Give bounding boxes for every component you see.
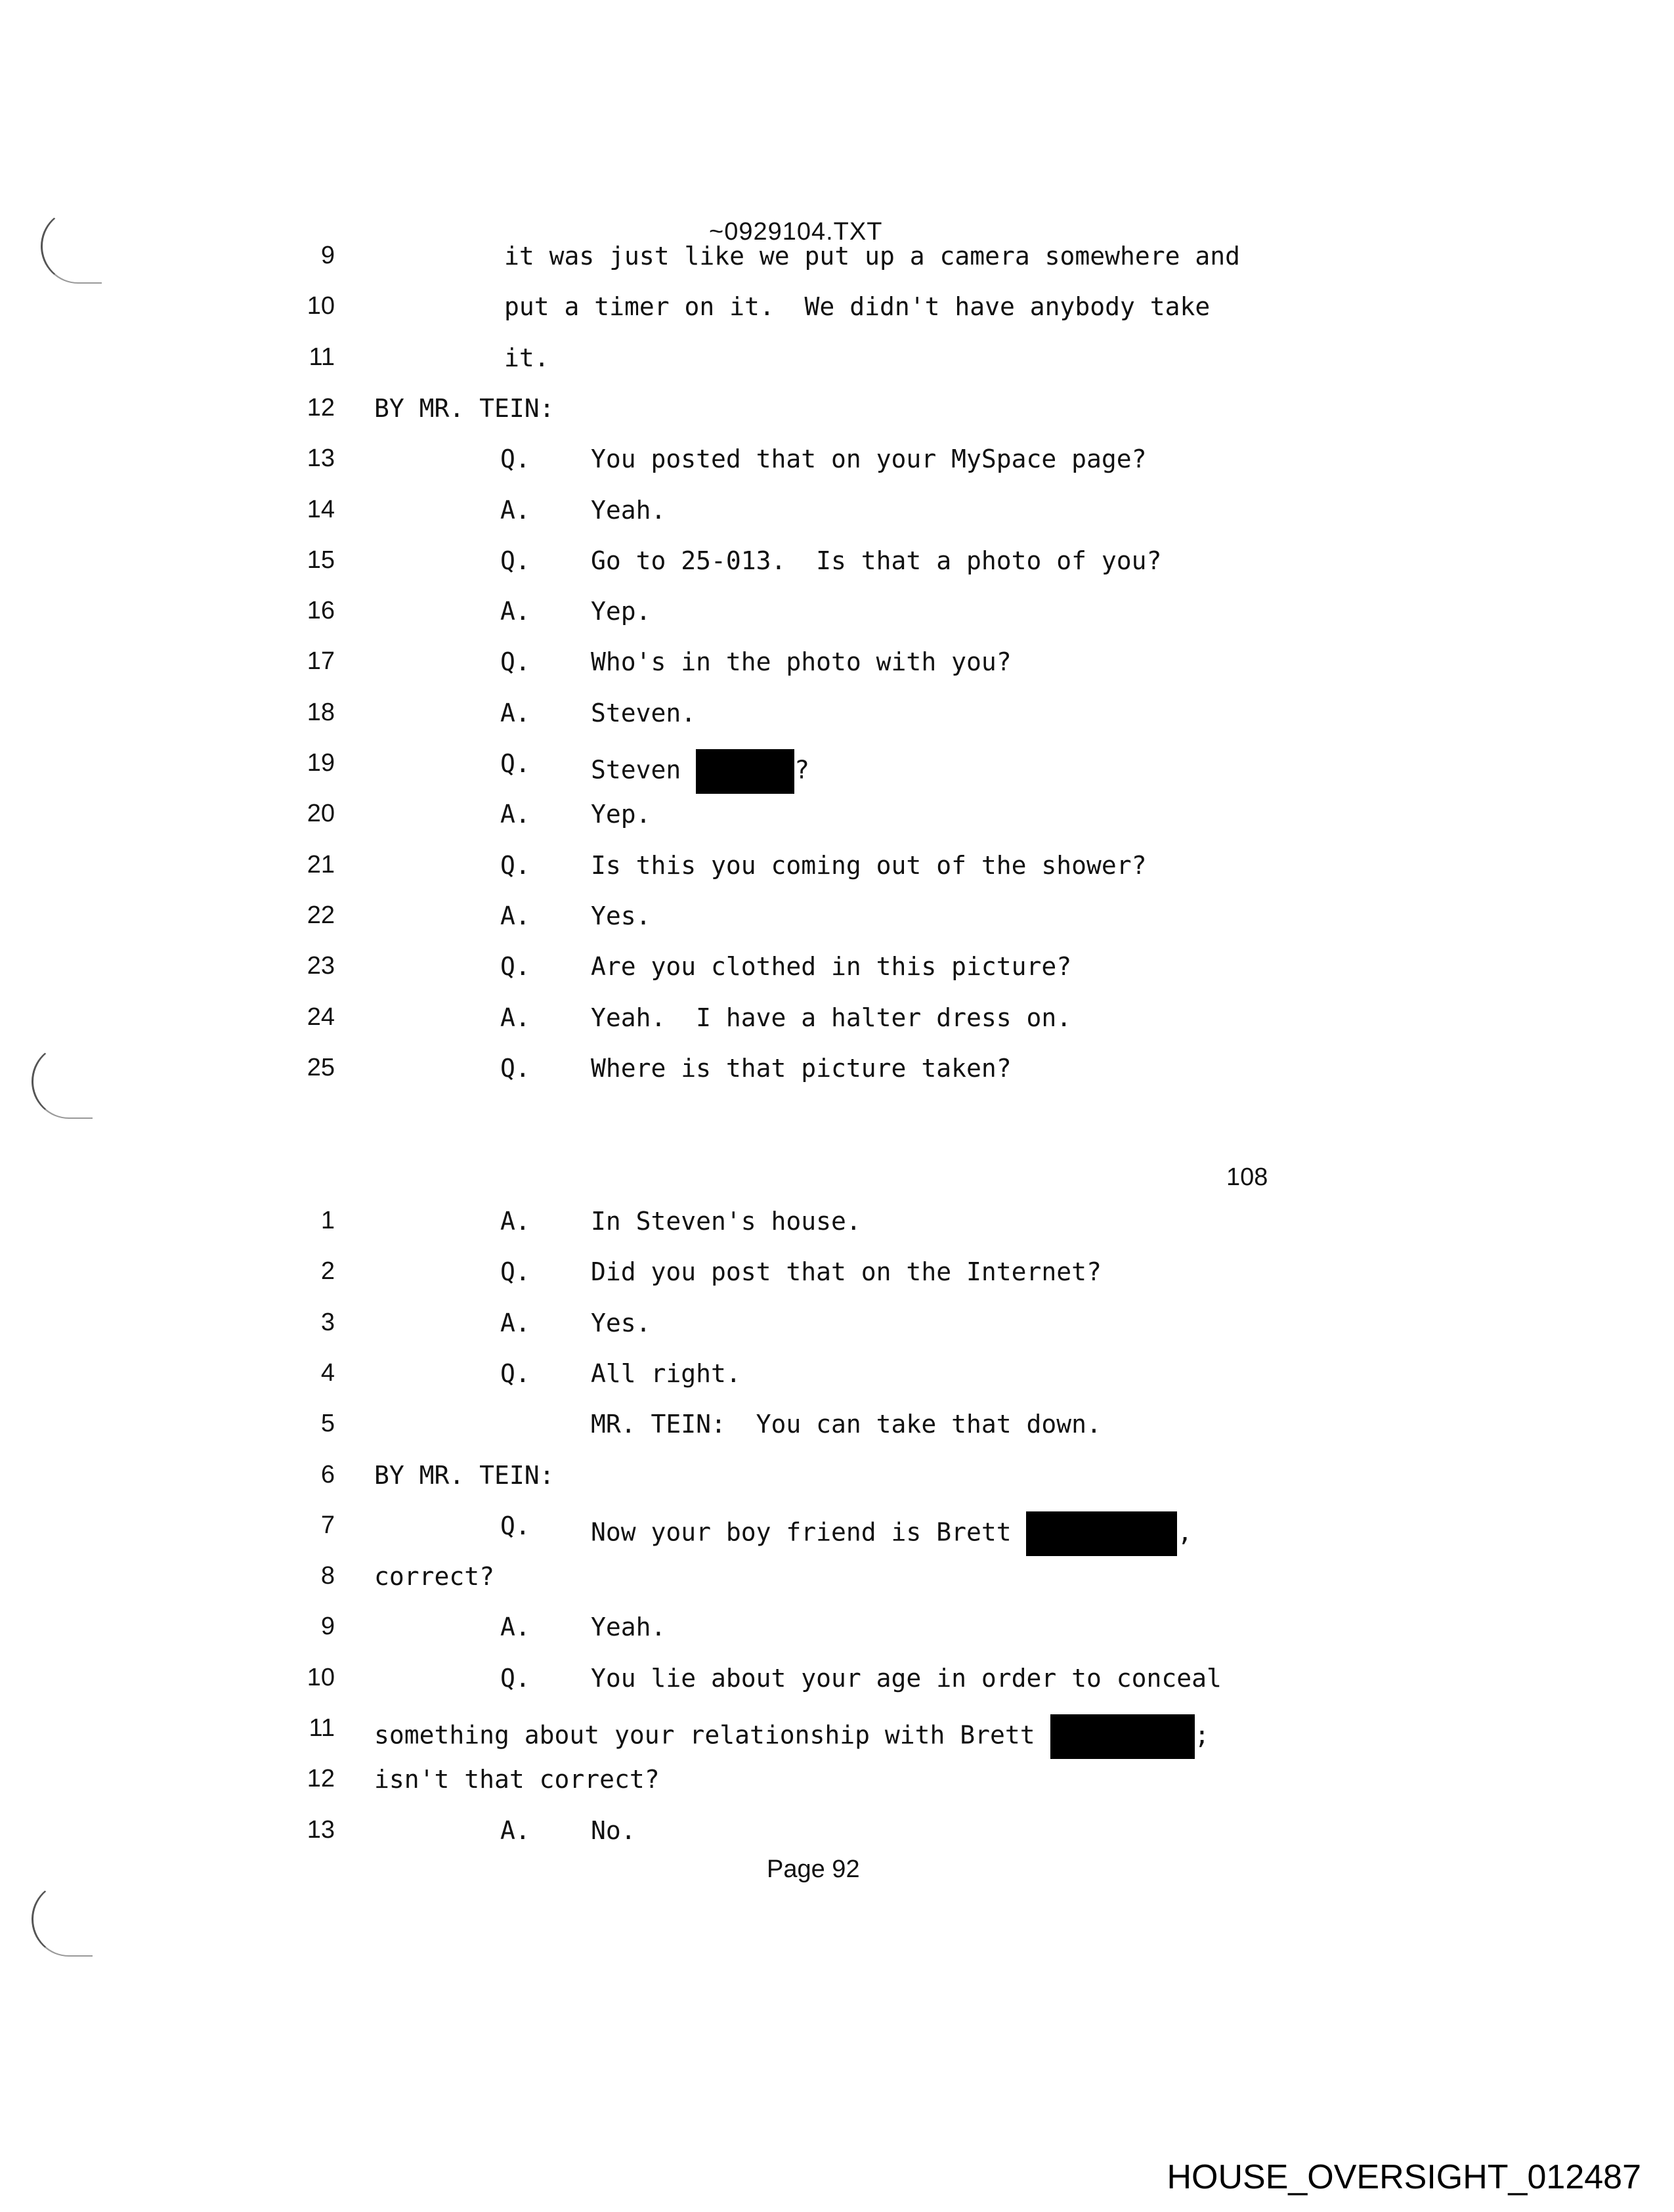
- line-number: 24: [307, 1003, 335, 1031]
- line-text: [504, 242, 1240, 271]
- text-fragment: Yeah. I have a halter dress on.: [591, 1003, 1072, 1032]
- line-text: [591, 1257, 1102, 1286]
- line-number: 17: [307, 647, 335, 676]
- redaction-block: [1026, 1511, 1177, 1556]
- line-number: 11: [309, 343, 335, 371]
- transcript-line: [0, 749, 1674, 796]
- transcript-line: [0, 1207, 1674, 1254]
- page-label: Page 92: [767, 1855, 860, 1883]
- text-fragment: Did you post that on the Internet?: [591, 1257, 1102, 1287]
- transcript-line: [0, 952, 1674, 999]
- punch-hole-bottom: [32, 1882, 93, 1957]
- transcript-line: [0, 1765, 1674, 1812]
- transcript-line: [0, 1714, 1674, 1762]
- line-text: [591, 1613, 666, 1641]
- qa-marker: Q.: [500, 850, 530, 880]
- line-text: [591, 800, 651, 829]
- line-text: [591, 496, 666, 525]
- line-number: 3: [320, 1308, 335, 1336]
- transcript-line: [0, 242, 1674, 289]
- line-text: [591, 1816, 636, 1845]
- text-fragment: correct?: [374, 1562, 495, 1592]
- transcript-line: [0, 1003, 1674, 1051]
- text-fragment: Steven: [591, 755, 697, 785]
- qa-marker: A.: [500, 901, 530, 930]
- line-number: 10: [307, 1663, 335, 1691]
- line-number: 19: [307, 749, 335, 777]
- text-fragment: ;: [1194, 1720, 1210, 1750]
- transcript-line: [0, 1054, 1674, 1101]
- text-fragment: it was just like we put up a camera somewhere and: [504, 242, 1241, 271]
- transcript-line: [0, 496, 1674, 543]
- line-number: 11: [309, 1714, 335, 1742]
- transcript-line: [0, 647, 1674, 695]
- line-number: 9: [320, 242, 335, 269]
- line-number: 9: [320, 1613, 335, 1641]
- line-text: [591, 1511, 1192, 1556]
- line-number: 18: [307, 698, 335, 726]
- transcript-line: [0, 851, 1674, 898]
- text-fragment: BY MR. TEIN:: [374, 1460, 555, 1490]
- transcript-line: [0, 901, 1674, 949]
- transcript-line: [0, 394, 1674, 441]
- text-fragment: BY MR. TEIN:: [374, 393, 555, 423]
- line-number: 13: [307, 445, 335, 473]
- line-text: [591, 1664, 1222, 1693]
- qa-marker: Q.: [500, 445, 530, 474]
- transcript-line: [0, 1410, 1674, 1457]
- line-text: [591, 901, 651, 930]
- transcript-line: [0, 1664, 1674, 1711]
- text-fragment: In Steven's house.: [591, 1207, 861, 1236]
- text-fragment: Yes.: [591, 1308, 651, 1337]
- qa-marker: Q.: [500, 952, 530, 982]
- transcript-line: [0, 1461, 1674, 1508]
- text-fragment: Is this you coming out of the shower?: [591, 850, 1147, 880]
- line-number: 20: [307, 800, 335, 828]
- file-header: ~0929104.TXT: [709, 218, 883, 246]
- redaction-block: [696, 749, 794, 794]
- line-number: 6: [320, 1460, 335, 1488]
- line-number: 23: [307, 952, 335, 980]
- line-text: [591, 647, 1012, 676]
- line-text: [591, 445, 1146, 473]
- text-fragment: You posted that on your MySpace page?: [591, 445, 1147, 474]
- line-number: 12: [307, 1765, 335, 1793]
- qa-marker: Q.: [500, 1511, 530, 1540]
- transcript-line: [0, 445, 1674, 492]
- qa-marker: Q.: [500, 1257, 530, 1287]
- text-fragment: Steven.: [591, 698, 697, 727]
- line-text: [374, 1461, 555, 1490]
- line-number: 2: [320, 1257, 335, 1286]
- text-fragment: Now your boy friend is Brett: [591, 1517, 1027, 1547]
- line-number: 5: [320, 1410, 335, 1438]
- transcript-line: [0, 1257, 1674, 1305]
- transcript-line: [0, 800, 1674, 847]
- line-text: [504, 343, 549, 372]
- line-text: [504, 292, 1210, 321]
- qa-marker: A.: [500, 1815, 530, 1845]
- line-text: [591, 1054, 1012, 1083]
- qa-marker: A.: [500, 800, 530, 829]
- text-fragment: something about your relationship with Brett: [374, 1720, 1050, 1750]
- line-number: 16: [307, 597, 335, 625]
- text-fragment: ,: [1177, 1517, 1193, 1547]
- qa-marker: Q.: [500, 1358, 530, 1388]
- text-fragment: Yes.: [591, 901, 651, 930]
- line-number: 7: [320, 1511, 335, 1539]
- text-fragment: Are you clothed in this picture?: [591, 952, 1072, 982]
- line-number: 1: [320, 1207, 335, 1234]
- qa-marker: Q.: [500, 647, 530, 677]
- qa-marker: A.: [500, 1613, 530, 1642]
- line-number: 21: [307, 850, 335, 878]
- line-text: [591, 952, 1071, 981]
- line-text: [591, 597, 651, 626]
- line-text: [374, 1714, 1209, 1759]
- line-text: [374, 1765, 660, 1794]
- line-number: 12: [307, 393, 335, 422]
- transcript-line: [0, 1511, 1674, 1559]
- line-text: [591, 851, 1146, 880]
- line-text: [591, 1359, 741, 1388]
- qa-marker: Q.: [500, 546, 530, 575]
- transcript-page-number: 108: [1226, 1163, 1268, 1191]
- line-text: [591, 699, 696, 727]
- line-text: [591, 1207, 861, 1236]
- line-number: 10: [307, 292, 335, 320]
- text-fragment: Where is that picture taken?: [591, 1053, 1012, 1083]
- text-fragment: ?: [794, 755, 810, 785]
- qa-marker: A.: [500, 597, 530, 626]
- text-fragment: All right.: [591, 1358, 741, 1388]
- transcript-line: [0, 1359, 1674, 1406]
- transcript-line: [0, 1562, 1674, 1609]
- line-number: 25: [307, 1053, 335, 1081]
- transcript-line: [0, 1309, 1674, 1356]
- line-text: [591, 749, 809, 794]
- qa-marker: A.: [500, 1207, 530, 1236]
- qa-marker: A.: [500, 698, 530, 727]
- line-number: 13: [307, 1815, 335, 1844]
- line-text: [591, 546, 1161, 575]
- text-fragment: Yep.: [591, 800, 651, 829]
- transcript-line: [0, 292, 1674, 339]
- transcript-line: [0, 546, 1674, 594]
- line-text: [591, 1003, 1071, 1032]
- qa-marker: A.: [500, 1308, 530, 1337]
- text-fragment: MR. TEIN: You can take that down.: [591, 1410, 1102, 1439]
- text-fragment: Go to 25-013. Is that a photo of you?: [591, 546, 1162, 575]
- qa-marker: A.: [500, 1003, 530, 1032]
- line-number: 14: [307, 495, 335, 523]
- text-fragment: it.: [504, 343, 549, 372]
- line-text: [591, 1309, 651, 1337]
- transcript-line: [0, 1613, 1674, 1660]
- text-fragment: Yeah.: [591, 495, 666, 525]
- qa-marker: A.: [500, 495, 530, 525]
- line-number: 4: [320, 1358, 335, 1387]
- redaction-block: [1050, 1714, 1195, 1759]
- qa-marker: Q.: [500, 1663, 530, 1693]
- line-number: 8: [320, 1562, 335, 1590]
- transcript-line: [0, 343, 1674, 391]
- qa-marker: Q.: [500, 749, 530, 778]
- bates-number: HOUSE_OVERSIGHT_012487: [1167, 2158, 1641, 2196]
- line-number: 15: [307, 546, 335, 574]
- line-number: 22: [307, 901, 335, 929]
- text-fragment: You lie about your age in order to conceal: [591, 1663, 1222, 1693]
- transcript-line: [0, 699, 1674, 746]
- text-fragment: Yeah.: [591, 1613, 666, 1642]
- text-fragment: put a timer on it. We didn't have anybody take: [504, 292, 1211, 322]
- transcript-line: [0, 597, 1674, 644]
- text-fragment: Who's in the photo with you?: [591, 647, 1012, 677]
- text-fragment: isn't that correct?: [374, 1765, 660, 1794]
- text-fragment: No.: [591, 1815, 636, 1845]
- line-text: [591, 1410, 1102, 1439]
- line-text: [374, 1562, 494, 1591]
- qa-marker: Q.: [500, 1053, 530, 1083]
- line-text: [374, 394, 555, 423]
- text-fragment: Yep.: [591, 597, 651, 626]
